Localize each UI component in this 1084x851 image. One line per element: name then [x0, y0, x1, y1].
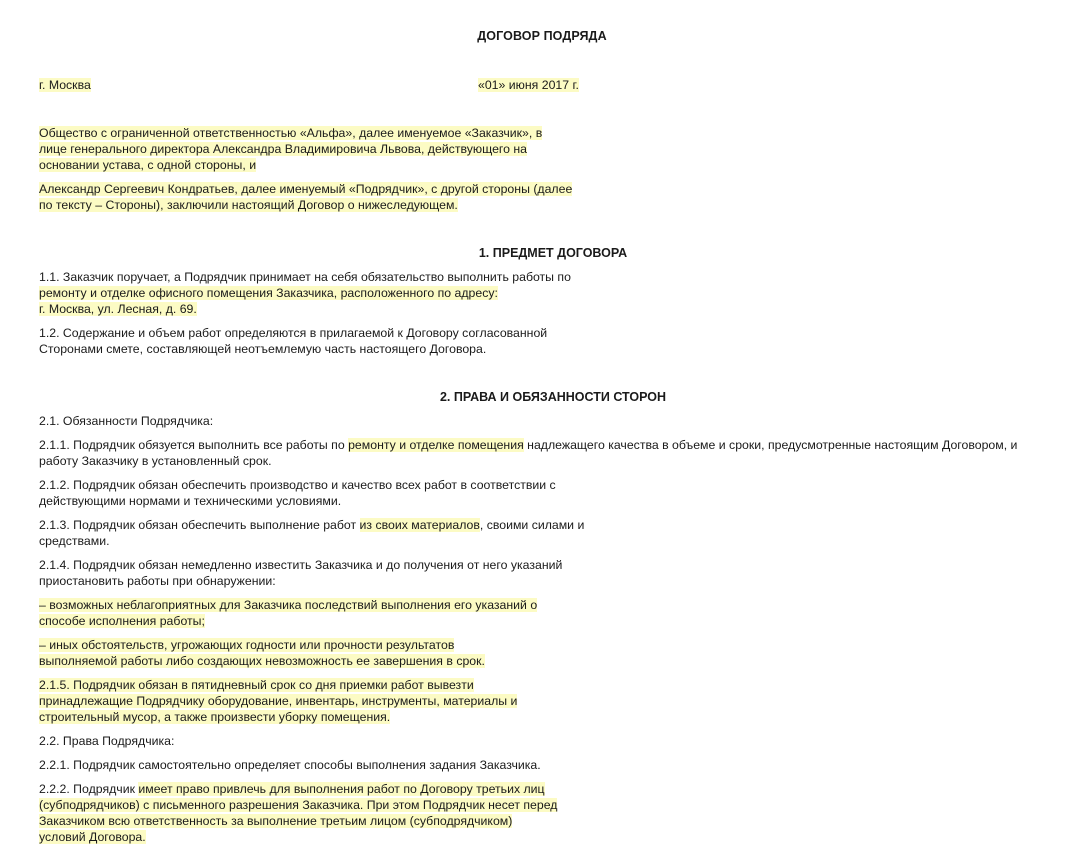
clause-line: действующими нормами и техническими условиями. — [39, 494, 342, 508]
section-heading: 2. ПРАВА И ОБЯЗАННОСТИ СТОРОН — [439, 390, 667, 404]
clause-line: 2.1.4. Подрядчик обязан немедленно известить Заказчика и до получения от него указаний — [39, 558, 563, 572]
clause-line: 2.1. Обязанности Подрядчика: — [39, 414, 214, 428]
clause-line: г. Москва, ул. Лесная, д. 69. — [39, 302, 197, 316]
clause-line: условий Договора. — [39, 830, 146, 844]
clause-line: Заказчиком всю ответственность за выполнение третьим лицом (субподрядчиком) — [39, 814, 513, 828]
clause-line: (субподрядчиков) с письменного разрешения Заказчика. При этом Подрядчик несет перед — [39, 798, 558, 812]
section-heading: 1. ПРЕДМЕТ ДОГОВОРА — [478, 246, 628, 260]
clause-line: работу Заказчику в установленный срок. — [39, 454, 272, 468]
list-item: способе исполнения работы; — [39, 614, 205, 628]
clause-line: 2.1.5. Подрядчик обязан в пятидневный срок со дня приемки работ вывезти — [39, 678, 474, 692]
clause-line: средствами. — [39, 534, 110, 548]
contract-date: «01» июня 2017 г. — [478, 78, 579, 92]
preamble-line: по тексту – Стороны), заключили настоящий Договор о нижеследующем. — [39, 198, 458, 212]
document-title: ДОГОВОР ПОДРЯДА — [477, 29, 607, 43]
clause-line: ремонту и отделке офисного помещения Заказчика, расположенного по адресу: — [39, 286, 498, 300]
clause-line: 2.2. Права Подрядчика: — [39, 734, 175, 748]
clause-line: 2.2.1. Подрядчик самостоятельно определяет способы выполнения задания Заказчика. — [39, 758, 541, 772]
preamble-line: лице генерального директора Александра Владимировича Львова, действующего на — [39, 142, 528, 156]
list-item: – возможных неблагоприятных для Заказчика последствий выполнения его указаний о — [39, 598, 538, 612]
clause-line: 2.1.2. Подрядчик обязан обеспечить производство и качество всех работ в соответствии с — [39, 478, 556, 492]
clause-line: принадлежащие Подрядчику оборудование, инвентарь, инструменты, материалы и — [39, 694, 518, 708]
clause-line: 1.1. Заказчик поручает, а Подрядчик принимает на себя обязательство выполнить работы по — [39, 270, 571, 284]
clause-line: 2.2.2. Подрядчик имеет право привлечь для выполнения работ по Договору третьих лиц — [39, 782, 545, 796]
preamble-line: Александр Сергеевич Кондратьев, далее именуемый «Подрядчик», с другой стороны (далее — [39, 182, 573, 196]
preamble-line: основании устава, с одной стороны, и — [39, 158, 257, 172]
clause-line: Сторонами смете, составляющей неотъемлемую часть настоящего Договора. — [39, 342, 487, 356]
preamble-line: Общество с ограниченной ответственностью «Альфа», далее именуемое «Заказчик», в — [39, 126, 543, 140]
clause-line: 2.1.3. Подрядчик обязан обеспечить выполнение работ из своих материалов, своими силами и — [39, 518, 585, 532]
list-item: выполняемой работы либо создающих невозможность ее завершения в срок. — [39, 654, 485, 668]
clause-line: приостановить работы при обнаружении: — [39, 574, 276, 588]
clause-line: строительный мусор, а также произвести уборку помещения. — [39, 710, 391, 724]
city: г. Москва — [39, 78, 91, 92]
list-item: – иных обстоятельств, угрожающих годности или прочности результатов — [39, 638, 455, 652]
clause-line: 1.2. Содержание и объем работ определяются в прилагаемой к Договору согласованной — [39, 326, 548, 340]
clause-line: 2.1.1. Подрядчик обязуется выполнить все работы по ремонту и отделке помещения надлежащего качества в объеме и сроки, предусмотренные настоящим Договором, и — [39, 438, 1018, 452]
